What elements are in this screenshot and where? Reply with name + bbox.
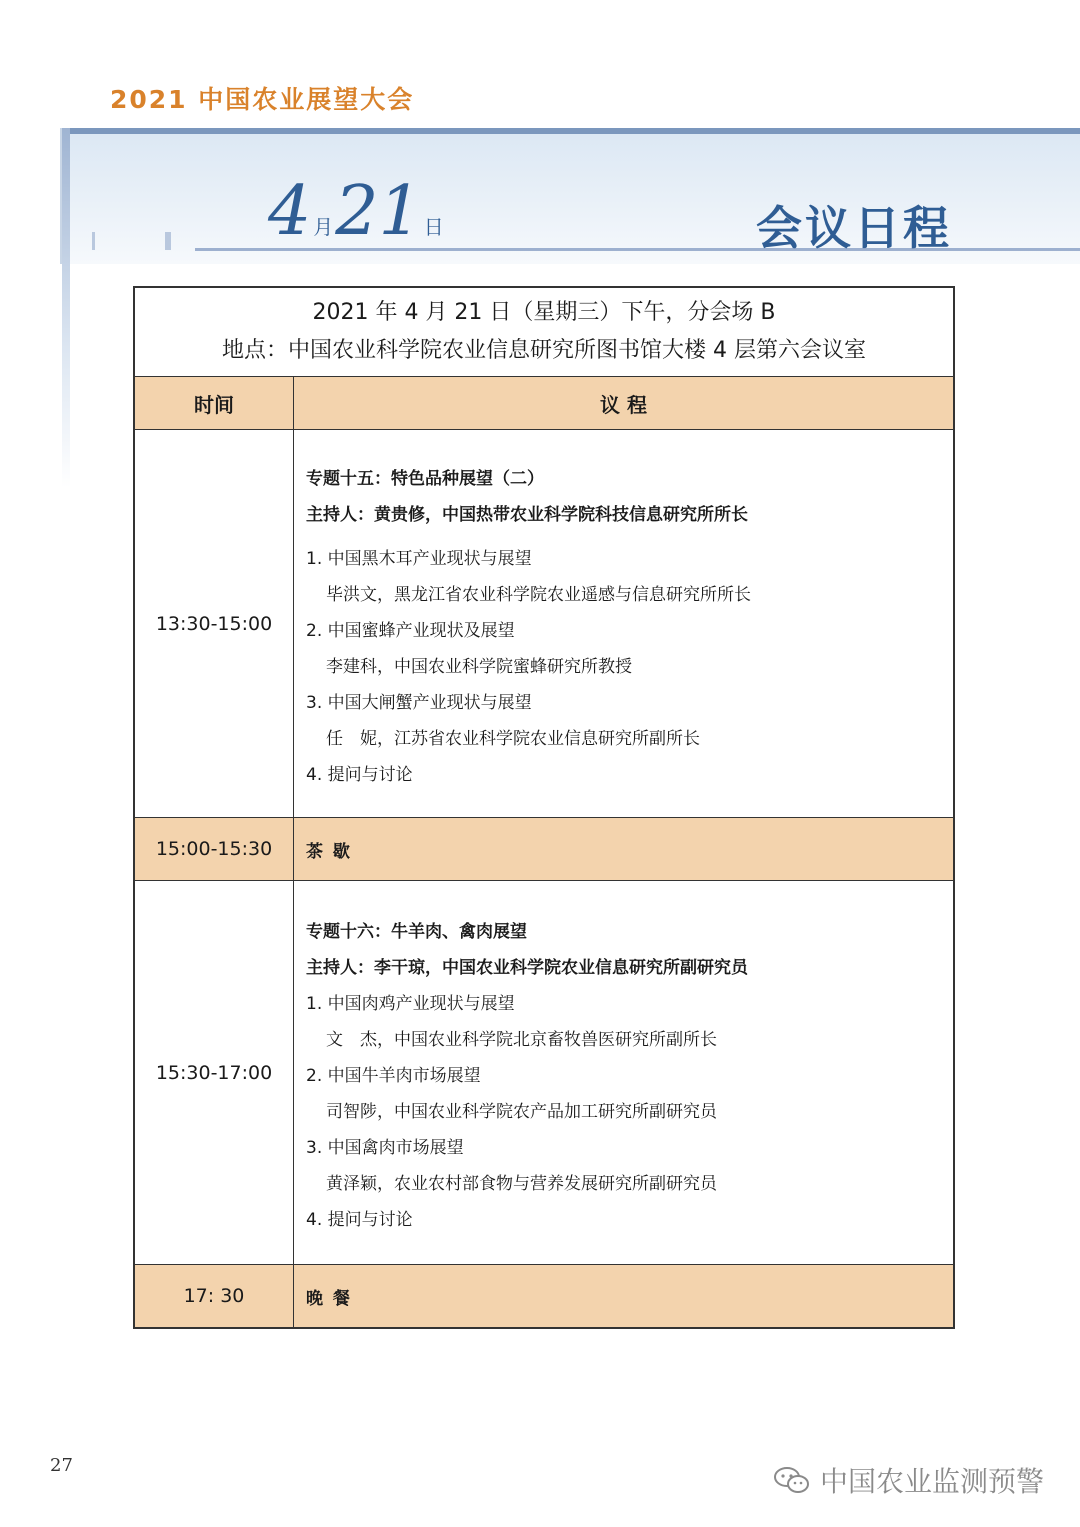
wechat-icon [772,1465,812,1495]
agenda-cell [294,430,955,818]
agenda-item-title: 2. 中国牛羊肉市场展望 [306,1065,481,1086]
schedule-title-cell [134,287,954,377]
date-day: 21 [335,172,422,251]
date-month-unit: 月 [313,215,334,239]
session-host: 主持人：李干琼，中国农业科学院农业信息研究所副研究员 [306,957,748,978]
topic-title: 专题十五：特色品种展望（二） [306,468,544,489]
page-number: 27 [50,1455,73,1476]
agenda-item-speaker: 黄泽颖，农业农村部食物与营养发展研究所副研究员 [326,1173,717,1194]
schedule-title-row [134,287,954,377]
agenda-item-speaker: 文 杰，中国农业科学院北京畜牧兽医研究所副所长 [326,1029,717,1050]
agenda-item-speaker: 李建科，中国农业科学院蜜蜂研究所教授 [326,656,632,677]
banner-edge-decoration [62,128,70,488]
agenda-item-title: 1. 中国肉鸡产业现状与展望 [306,993,515,1014]
watermark-text: 中国农业监测预警 [819,1465,1044,1498]
agenda-item-speaker: 任 妮，江苏省农业科学院农业信息研究所副所长 [326,728,700,749]
time-cell: 17: 30 [134,1265,294,1329]
banner-tick-decoration [165,232,171,250]
banner-tick-decoration [92,232,95,250]
conference-title: 2021 中国农业展望大会 [110,85,415,114]
date-month: 4 [268,172,312,251]
agenda-item-title: 1. 中国黑木耳产业现状与展望 [306,548,532,569]
break-label: 茶 歇 [306,841,352,862]
agenda-item-title: 3. 中国禽肉市场展望 [306,1137,464,1158]
agenda-cell [294,1265,955,1329]
schedule-table [133,286,955,1329]
schedule-heading: 会议日程 [756,201,952,255]
agenda-cell [294,818,955,881]
agenda-item-title: 4. 提问与讨论 [306,1209,413,1230]
date-mark [268,172,446,251]
agenda-item-speaker: 毕洪文，黑龙江省农业科学院农业遥感与信息研究所所长 [326,584,751,605]
break-label: 晚 餐 [306,1288,352,1309]
time-cell: 13:30-15:00 [134,430,294,818]
date-day-unit: 日 [423,215,444,239]
venue-line: 地点：中国农业科学院农业信息研究所图书馆大楼 4 层第六会议室 [222,338,866,363]
agenda-item-title: 4. 提问与讨论 [306,764,413,785]
watermark [772,1460,1044,1500]
table-row [134,430,954,818]
time-cell: 15:30-17:00 [134,881,294,1265]
agenda-cell [294,881,955,1265]
agenda-item-title: 2. 中国蜜蜂产业现状及展望 [306,620,515,641]
session-line: 2021 年 4 月 21 日（星期三）下午，分会场 B [312,300,776,325]
column-header-time: 时间 [134,377,294,430]
topic-title: 专题十六：牛羊肉、禽肉展望 [306,921,527,942]
column-header-row [134,377,954,430]
agenda-item-speaker: 司智陟，中国农业科学院农产品加工研究所副研究员 [326,1101,717,1122]
agenda-item-title: 3. 中国大闸蟹产业现状与展望 [306,692,532,713]
time-cell: 15:00-15:30 [134,818,294,881]
table-row [134,1265,954,1329]
session-host: 主持人：黄贵修，中国热带农业科学院科技信息研究所所长 [306,504,748,525]
table-row [134,818,954,881]
column-header-agenda: 议 程 [294,377,955,430]
table-row [134,881,954,1265]
